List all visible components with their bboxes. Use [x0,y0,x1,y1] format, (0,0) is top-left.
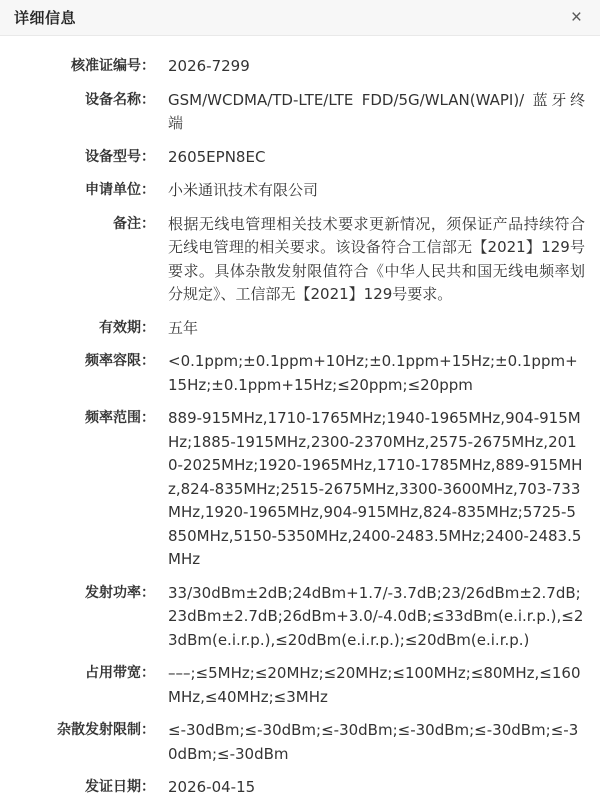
field-row-frequency-range [0,407,585,572]
field-label: 占用带宽： [85,665,155,681]
field-label: 核准证编号： [71,58,155,74]
field-value: ≤-30dBm;≤-30dBm;≤-30dBm;≤-30dBm;≤-30dBm;≤-30dBm;≤-30dBm [168,721,579,763]
field-value: –––;≤5MHz;≤20MHz;≤20MHz;≤100MHz;≤80MHz,≤160MHz,≤40MHz;≤3MHz [168,664,581,706]
field-label: 杂散发射限制： [57,722,155,738]
field-value: 根据无线电管理相关技术要求更新情况，须保证产品持续符合无线电管理的相关要求。该设备符合工信部无【2021】129号要求。具体杂散发射限值符合《中华人民共和国无线电频率划分规定》、工信部无【2021】129号要求。 [168,214,585,303]
field-value: 小米通讯技术有限公司 [168,181,319,199]
field-label: 设备型号： [85,148,155,165]
field-value: GSM/WCDMA/TD-LTE/LTE FDD/5G/WLAN(WAPI)/ 蓝牙终端 [168,90,585,132]
field-row-validity-period [0,317,585,341]
field-row-spurious-emission-limit [0,719,585,766]
field-value: 33/30dBm±2dB;24dBm+1.7/-3.7dB;23/26dBm±2.7dB;23dBm±2.7dB;26dBm+3.0/-4.0dB;≤33dBm(e.i.r.p.),≤23dBm(e.i.r.p.),≤20dBm(e.i.r.p.);≤20dBm(e.i.r.p.) [168,583,584,649]
modal-title: 详细信息 [14,9,77,27]
field-label: 频率容限： [85,353,155,369]
close-button[interactable] [569,6,584,29]
detail-fields [0,36,600,802]
field-value: 2026-04-15 [168,778,256,796]
field-row-applicant [0,179,585,203]
field-label: 备注： [113,215,155,232]
field-row-device-model [0,146,585,170]
field-row-occupied-bandwidth [0,662,585,709]
field-value: 2605EPN8EC [168,147,266,166]
field-label: 频率范围： [85,410,155,426]
field-label: 有效期： [99,319,155,336]
field-row-device-name [0,89,585,136]
field-label: 发射功率： [85,584,155,601]
modal-header [0,0,600,36]
field-label: 设备名称： [85,91,155,108]
field-label: 发证日期： [85,779,155,795]
field-label: 申请单位： [85,182,155,198]
close-icon: × [570,7,582,28]
field-value: <0.1ppm;±0.1ppm+10Hz;±0.1ppm+15Hz;±0.1ppm+15Hz;±0.1ppm+15Hz;≤20ppm;≤20ppm [168,352,578,394]
field-value: 2026-7299 [168,57,250,75]
field-row-remarks [0,213,585,307]
field-row-frequency-tolerance [0,350,585,397]
field-row-transmit-power [0,582,585,653]
field-value: 889-915MHz,1710-1765MHz;1940-1965MHz,904-915MHz;1885-1915MHz,2300-2370MHz,2575-2675MHz,2010-2025MHz;1920-1965MHz,1710-1785MHz,889-915MHz,824-835MHz;2515-2675MHz,3300-3600MHz,703-733MHz,1920-1965MHz,904-915MHz,824-835MHz;5725-5850MHz,5150-5350MHz,2400-2483.5MHz;2400-2483.5MHz [168,409,583,568]
field-value: 五年 [168,318,199,337]
field-row-approval-number [0,55,585,79]
field-row-issue-date [0,776,585,800]
